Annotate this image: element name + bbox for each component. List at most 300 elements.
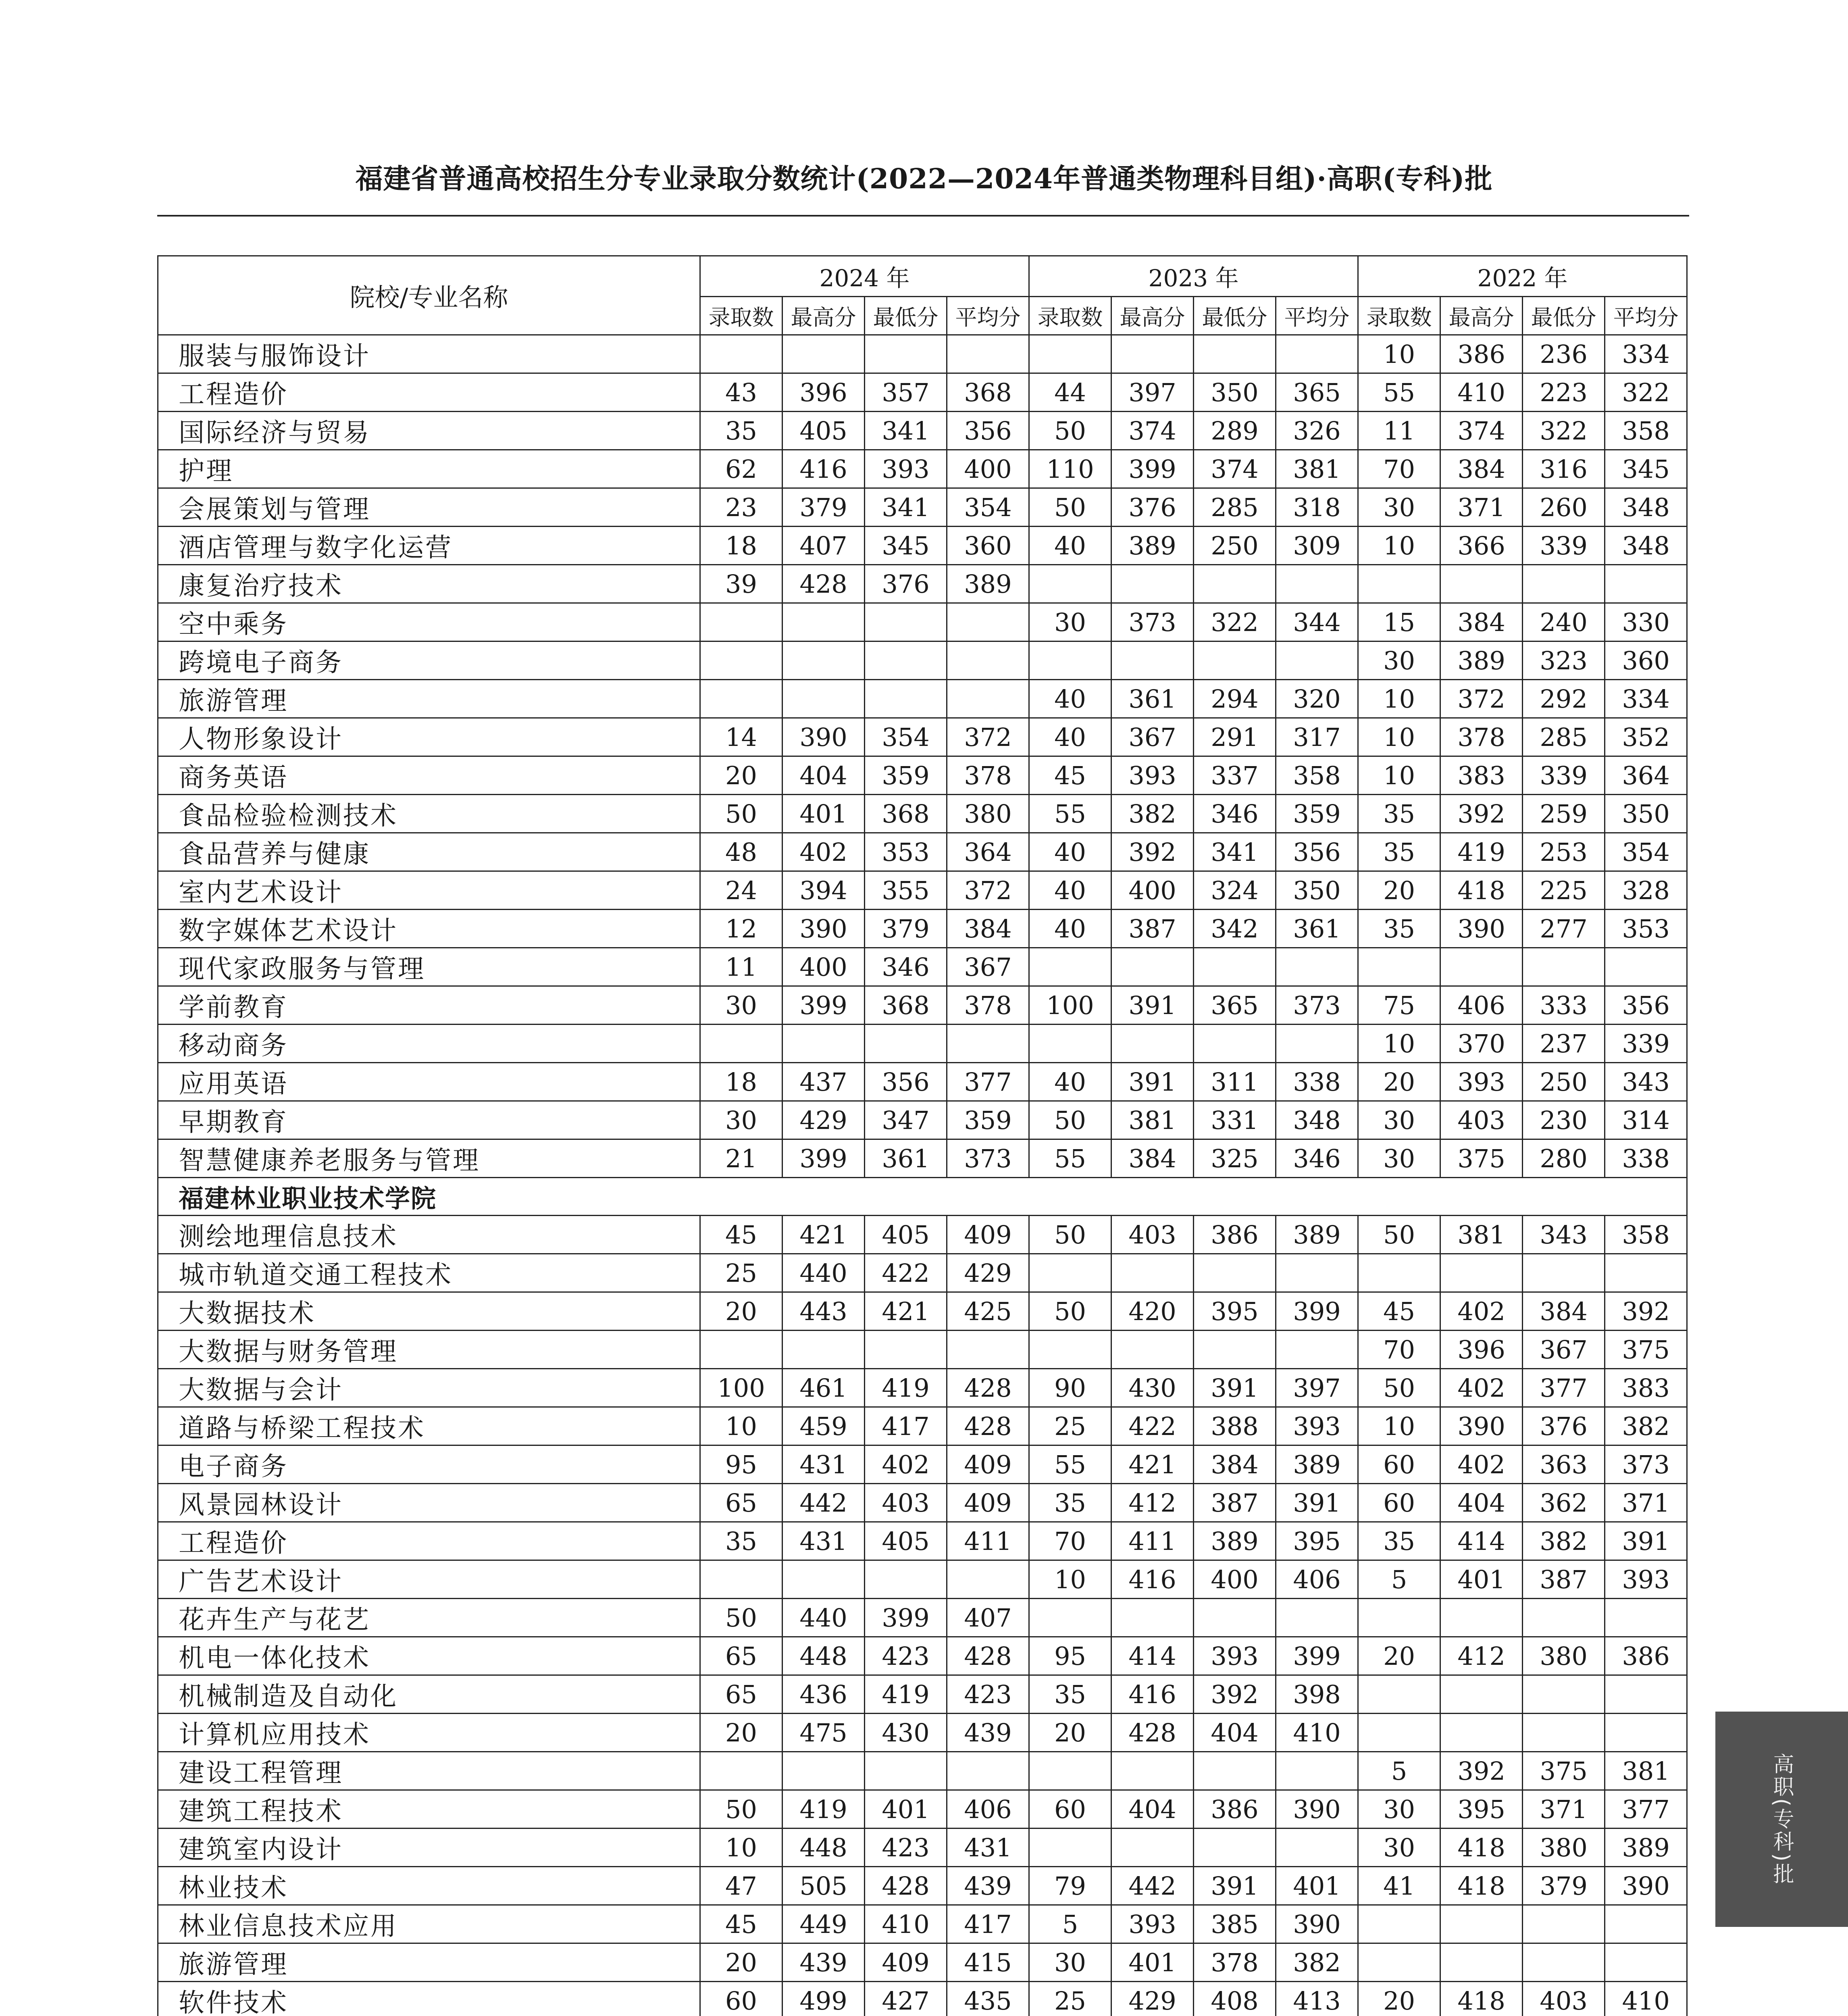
score-cell	[1358, 565, 1440, 603]
major-name: 空中乘务	[158, 603, 700, 641]
score-cell: 448	[782, 1637, 865, 1675]
score-cell: 368	[947, 373, 1029, 412]
score-cell: 378	[1194, 1943, 1276, 1982]
score-cell	[1111, 641, 1194, 680]
major-name: 食品营养与健康	[158, 833, 700, 871]
score-cell: 100	[1029, 986, 1111, 1025]
score-cell: 21	[700, 1139, 782, 1178]
score-cell: 55	[1029, 1445, 1111, 1484]
score-cell: 324	[1194, 871, 1276, 910]
score-cell: 429	[1111, 1982, 1194, 2016]
score-cell: 30	[1358, 1101, 1440, 1139]
score-cell	[782, 603, 865, 641]
score-cell: 421	[1111, 1445, 1194, 1484]
score-cell: 428	[782, 565, 865, 603]
score-cell: 391	[1111, 1063, 1194, 1101]
score-cell: 430	[865, 1714, 947, 1752]
score-cell: 20	[1358, 1982, 1440, 2016]
score-cell	[700, 1331, 782, 1369]
score-cell: 18	[700, 1063, 782, 1101]
score-cell: 411	[1111, 1522, 1194, 1560]
score-cell	[1111, 1254, 1194, 1292]
score-cell	[1194, 1331, 1276, 1369]
score-cell	[1276, 948, 1358, 986]
score-cell: 50	[1358, 1369, 1440, 1407]
major-name: 测绘地理信息技术	[158, 1216, 700, 1254]
score-cell: 35	[1358, 833, 1440, 871]
score-cell: 35	[1358, 910, 1440, 948]
score-cell: 20	[1358, 871, 1440, 910]
score-cell: 90	[1029, 1369, 1111, 1407]
score-cell: 330	[1605, 603, 1687, 641]
score-cell	[1276, 1752, 1358, 1790]
score-cell	[1194, 1254, 1276, 1292]
major-name: 机电一体化技术	[158, 1637, 700, 1675]
score-cell: 390	[1605, 1867, 1687, 1905]
score-cell	[1605, 1943, 1687, 1982]
score-cell: 40	[1029, 910, 1111, 948]
score-cell: 367	[947, 948, 1029, 986]
score-cell: 439	[947, 1867, 1029, 1905]
major-name: 智慧健康养老服务与管理	[158, 1139, 700, 1178]
table-row	[158, 1905, 1687, 1943]
column-header-metric: 最低分	[1523, 297, 1605, 335]
score-cell: 412	[1111, 1484, 1194, 1522]
major-name: 计算机应用技术	[158, 1714, 700, 1752]
score-cell: 341	[1194, 833, 1276, 871]
score-cell	[1111, 335, 1194, 373]
score-cell: 422	[1111, 1407, 1194, 1445]
score-cell: 346	[1194, 795, 1276, 833]
score-cell: 375	[1440, 1139, 1523, 1178]
score-cell: 427	[865, 1982, 947, 2016]
score-cell: 409	[865, 1943, 947, 1982]
score-cell: 416	[1111, 1675, 1194, 1714]
score-cell	[1194, 641, 1276, 680]
score-cell: 20	[700, 756, 782, 795]
score-cell: 370	[1440, 1025, 1523, 1063]
score-cell: 363	[1523, 1445, 1605, 1484]
major-name: 跨境电子商务	[158, 641, 700, 680]
score-cell: 391	[1111, 986, 1194, 1025]
score-cell: 409	[947, 1216, 1029, 1254]
table-row	[158, 603, 1687, 641]
score-cell: 60	[1029, 1790, 1111, 1829]
score-cell: 407	[782, 527, 865, 565]
score-cell: 428	[865, 1867, 947, 1905]
score-cell: 377	[1605, 1790, 1687, 1829]
score-cell: 374	[1440, 412, 1523, 450]
score-cell	[700, 641, 782, 680]
score-cell	[1194, 1599, 1276, 1637]
score-cell: 410	[1605, 1982, 1687, 2016]
score-cell: 70	[1029, 1522, 1111, 1560]
score-cell	[1276, 1829, 1358, 1867]
score-cell	[1523, 1254, 1605, 1292]
score-cell: 79	[1029, 1867, 1111, 1905]
table-row	[158, 1025, 1687, 1063]
score-cell: 110	[1029, 450, 1111, 488]
score-cell: 65	[700, 1484, 782, 1522]
score-cell	[1605, 1254, 1687, 1292]
score-cell: 389	[947, 565, 1029, 603]
score-cell: 45	[1029, 756, 1111, 795]
major-name: 道路与桥梁工程技术	[158, 1407, 700, 1445]
column-header-name: 院校/专业名称	[158, 256, 700, 335]
score-cell: 292	[1523, 680, 1605, 718]
score-cell: 400	[1111, 871, 1194, 910]
table-row	[158, 756, 1687, 795]
score-cell: 294	[1194, 680, 1276, 718]
score-cell: 95	[1029, 1637, 1111, 1675]
score-cell: 40	[1029, 527, 1111, 565]
score-cell: 429	[782, 1101, 865, 1139]
score-cell: 353	[865, 833, 947, 871]
score-cell: 361	[1276, 910, 1358, 948]
score-cell: 60	[1358, 1484, 1440, 1522]
table-row	[158, 1063, 1687, 1101]
score-cell: 40	[1029, 1063, 1111, 1101]
score-cell: 10	[1358, 680, 1440, 718]
score-cell: 354	[947, 488, 1029, 527]
score-cell: 326	[1276, 412, 1358, 450]
column-header-metric: 最高分	[1440, 297, 1523, 335]
score-cell: 389	[1276, 1216, 1358, 1254]
score-cell: 371	[1440, 488, 1523, 527]
score-cell: 371	[1605, 1484, 1687, 1522]
score-cell: 429	[947, 1254, 1029, 1292]
table-row	[158, 527, 1687, 565]
score-cell: 10	[700, 1407, 782, 1445]
score-cell	[1029, 335, 1111, 373]
score-cell: 280	[1523, 1139, 1605, 1178]
score-cell	[1029, 1599, 1111, 1637]
score-cell: 10	[700, 1829, 782, 1867]
score-cell: 392	[1440, 795, 1523, 833]
score-cell	[700, 1025, 782, 1063]
score-cell: 40	[1029, 680, 1111, 718]
score-cell	[1440, 1254, 1523, 1292]
score-cell: 505	[782, 1867, 865, 1905]
table-row	[158, 1943, 1687, 1982]
score-cell: 411	[947, 1522, 1029, 1560]
score-cell: 419	[865, 1369, 947, 1407]
score-cell: 417	[865, 1407, 947, 1445]
score-cell	[947, 603, 1029, 641]
score-cell: 318	[1276, 488, 1358, 527]
table-row	[158, 1216, 1687, 1254]
score-cell: 10	[1358, 1025, 1440, 1063]
score-cell: 20	[1358, 1063, 1440, 1101]
score-cell: 30	[1358, 1790, 1440, 1829]
score-cell: 380	[1523, 1637, 1605, 1675]
year-header-2023: 2023 年	[1029, 256, 1358, 297]
score-cell: 40	[1029, 718, 1111, 756]
score-cell: 50	[700, 795, 782, 833]
score-cell: 385	[1194, 1905, 1276, 1943]
score-cell: 323	[1523, 641, 1605, 680]
score-cell: 401	[865, 1790, 947, 1829]
score-cell: 404	[1111, 1790, 1194, 1829]
major-name: 服装与服饰设计	[158, 335, 700, 373]
score-cell: 431	[947, 1829, 1029, 1867]
major-name: 现代家政服务与管理	[158, 948, 700, 986]
score-cell: 40	[1029, 871, 1111, 910]
column-header-metric: 录取数	[1358, 297, 1440, 335]
score-cell	[1358, 1714, 1440, 1752]
score-cell: 422	[865, 1254, 947, 1292]
score-cell: 50	[1029, 1216, 1111, 1254]
score-cell: 23	[700, 488, 782, 527]
score-cell	[782, 1560, 865, 1599]
score-cell: 47	[700, 1867, 782, 1905]
score-cell: 20	[700, 1943, 782, 1982]
score-cell: 390	[782, 718, 865, 756]
table-row	[158, 1331, 1687, 1369]
score-cell	[947, 1025, 1029, 1063]
score-cell: 40	[1029, 833, 1111, 871]
score-cell: 317	[1276, 718, 1358, 756]
score-cell: 356	[947, 412, 1029, 450]
score-cell: 406	[947, 1790, 1029, 1829]
score-cell: 345	[1605, 450, 1687, 488]
score-cell: 381	[1276, 450, 1358, 488]
score-cell: 389	[1194, 1522, 1276, 1560]
major-name: 城市轨道交通工程技术	[158, 1254, 700, 1292]
column-header-metric: 最低分	[1194, 297, 1276, 335]
score-cell	[947, 641, 1029, 680]
score-cell	[1194, 1025, 1276, 1063]
score-cell: 55	[1029, 795, 1111, 833]
score-cell	[1111, 1752, 1194, 1790]
score-cell: 356	[1276, 833, 1358, 871]
major-name: 旅游管理	[158, 1943, 700, 1982]
score-cell: 380	[947, 795, 1029, 833]
major-name: 工程造价	[158, 373, 700, 412]
score-cell: 414	[1111, 1637, 1194, 1675]
table-body	[158, 335, 1687, 2016]
score-cell: 375	[1605, 1331, 1687, 1369]
score-cell: 407	[947, 1599, 1029, 1637]
score-cell: 399	[782, 986, 865, 1025]
score-cell: 389	[1605, 1829, 1687, 1867]
score-cell	[1440, 1675, 1523, 1714]
score-cell: 348	[1605, 488, 1687, 527]
score-cell: 70	[1358, 1331, 1440, 1369]
table-row	[158, 1139, 1687, 1178]
score-cell	[1605, 1599, 1687, 1637]
column-header-metric: 录取数	[1029, 297, 1111, 335]
score-cell: 44	[1029, 373, 1111, 412]
score-cell: 10	[1358, 527, 1440, 565]
score-cell: 30	[700, 1101, 782, 1139]
score-cell: 461	[782, 1369, 865, 1407]
score-cell: 50	[700, 1790, 782, 1829]
score-cell: 391	[1276, 1484, 1358, 1522]
score-cell: 339	[1523, 527, 1605, 565]
score-cell: 379	[782, 488, 865, 527]
score-cell: 35	[1358, 1522, 1440, 1560]
score-cell: 419	[1440, 833, 1523, 871]
score-cell: 384	[1111, 1139, 1194, 1178]
score-cell: 350	[1605, 795, 1687, 833]
score-cell: 45	[1358, 1292, 1440, 1331]
score-cell	[700, 603, 782, 641]
score-cell: 50	[1029, 1101, 1111, 1139]
major-name: 数字媒体艺术设计	[158, 910, 700, 948]
score-cell	[1358, 1599, 1440, 1637]
score-cell: 381	[1111, 1101, 1194, 1139]
score-cell	[1440, 948, 1523, 986]
score-cell: 25	[1029, 1407, 1111, 1445]
column-header-metric: 平均分	[1605, 297, 1687, 335]
score-cell: 373	[1111, 603, 1194, 641]
major-name: 旅游管理	[158, 680, 700, 718]
score-cell: 328	[1605, 871, 1687, 910]
score-cell: 418	[1440, 1829, 1523, 1867]
score-cell: 387	[1194, 1484, 1276, 1522]
score-cell	[1194, 948, 1276, 986]
score-cell: 388	[1194, 1407, 1276, 1445]
score-cell: 236	[1523, 335, 1605, 373]
score-cell: 14	[700, 718, 782, 756]
score-cell: 378	[947, 986, 1029, 1025]
score-cell: 425	[947, 1292, 1029, 1331]
score-cell: 30	[1029, 1943, 1111, 1982]
score-cell: 65	[700, 1675, 782, 1714]
score-cell	[1276, 565, 1358, 603]
score-cell	[947, 1560, 1029, 1599]
score-cell	[1605, 1905, 1687, 1943]
score-cell: 378	[1440, 718, 1523, 756]
score-cell: 404	[1194, 1714, 1276, 1752]
score-cell: 361	[865, 1139, 947, 1178]
column-header-metric: 最高分	[782, 297, 865, 335]
score-cell: 387	[1523, 1560, 1605, 1599]
score-cell: 408	[1194, 1982, 1276, 2016]
major-name: 应用英语	[158, 1063, 700, 1101]
score-cell	[1111, 1829, 1194, 1867]
table-row	[158, 1369, 1687, 1407]
score-cell: 399	[1276, 1637, 1358, 1675]
score-cell: 45	[700, 1905, 782, 1943]
score-cell: 55	[1029, 1139, 1111, 1178]
table-row	[158, 1445, 1687, 1484]
major-name: 建设工程管理	[158, 1752, 700, 1790]
score-cell: 376	[865, 565, 947, 603]
score-cell: 448	[782, 1829, 865, 1867]
score-cell: 48	[700, 833, 782, 871]
score-cell: 50	[700, 1599, 782, 1637]
score-cell	[1029, 1829, 1111, 1867]
score-cell: 375	[1523, 1752, 1605, 1790]
score-cell: 389	[1111, 527, 1194, 565]
major-name: 林业技术	[158, 1867, 700, 1905]
score-cell: 43	[700, 373, 782, 412]
score-cell	[1029, 1752, 1111, 1790]
score-cell: 12	[700, 910, 782, 948]
score-cell: 359	[1276, 795, 1358, 833]
score-cell: 60	[700, 1982, 782, 2016]
score-table	[157, 255, 1688, 2016]
score-cell: 285	[1194, 488, 1276, 527]
score-cell: 423	[865, 1637, 947, 1675]
score-cell	[1194, 565, 1276, 603]
score-cell: 374	[1194, 450, 1276, 488]
major-name: 工程造价	[158, 1522, 700, 1560]
score-cell: 348	[1605, 527, 1687, 565]
score-cell: 359	[865, 756, 947, 795]
major-name: 会展策划与管理	[158, 488, 700, 527]
score-cell: 359	[947, 1101, 1029, 1139]
score-cell: 402	[865, 1445, 947, 1484]
score-cell: 401	[1111, 1943, 1194, 1982]
score-cell: 343	[1523, 1216, 1605, 1254]
score-cell: 354	[1605, 833, 1687, 871]
score-cell	[1523, 1675, 1605, 1714]
score-cell: 430	[1111, 1369, 1194, 1407]
score-cell: 401	[1440, 1560, 1523, 1599]
score-cell	[1523, 1599, 1605, 1637]
score-cell: 419	[865, 1675, 947, 1714]
score-cell: 439	[947, 1714, 1029, 1752]
score-cell	[1276, 1254, 1358, 1292]
score-cell	[1440, 1714, 1523, 1752]
score-cell: 345	[865, 527, 947, 565]
score-cell: 35	[1029, 1675, 1111, 1714]
score-cell: 393	[1111, 1905, 1194, 1943]
score-cell: 20	[700, 1292, 782, 1331]
score-cell: 421	[865, 1292, 947, 1331]
score-cell: 30	[1358, 1829, 1440, 1867]
side-tab-label: 高职(专科)批	[1769, 1753, 1794, 1886]
score-cell: 393	[1194, 1637, 1276, 1675]
score-cell: 350	[1194, 373, 1276, 412]
year-header-2022: 2022 年	[1358, 256, 1687, 297]
column-header-metric: 录取数	[700, 297, 782, 335]
score-cell: 356	[865, 1063, 947, 1101]
score-cell: 95	[700, 1445, 782, 1484]
score-cell	[1440, 565, 1523, 603]
score-cell: 353	[1605, 910, 1687, 948]
score-cell: 376	[1111, 488, 1194, 527]
score-cell: 499	[782, 1982, 865, 2016]
score-cell: 381	[1605, 1752, 1687, 1790]
major-name: 林业信息技术应用	[158, 1905, 700, 1943]
score-cell: 412	[1440, 1637, 1523, 1675]
score-cell: 35	[1029, 1484, 1111, 1522]
header-rule	[157, 215, 1689, 217]
score-cell	[1029, 948, 1111, 986]
score-cell: 439	[782, 1943, 865, 1982]
score-cell	[1605, 565, 1687, 603]
score-cell: 428	[947, 1369, 1029, 1407]
major-name: 康复治疗技术	[158, 565, 700, 603]
score-cell: 18	[700, 527, 782, 565]
major-name: 人物形象设计	[158, 718, 700, 756]
score-cell: 423	[947, 1675, 1029, 1714]
column-header-metric: 平均分	[1276, 297, 1358, 335]
table-row	[158, 910, 1687, 948]
score-cell	[865, 641, 947, 680]
score-cell: 41	[1358, 1867, 1440, 1905]
score-cell: 285	[1523, 718, 1605, 756]
year-header-2024: 2024 年	[700, 256, 1029, 297]
score-cell: 376	[1523, 1407, 1605, 1445]
score-cell: 10	[1358, 335, 1440, 373]
score-cell: 417	[947, 1905, 1029, 1943]
score-cell	[1029, 1254, 1111, 1292]
